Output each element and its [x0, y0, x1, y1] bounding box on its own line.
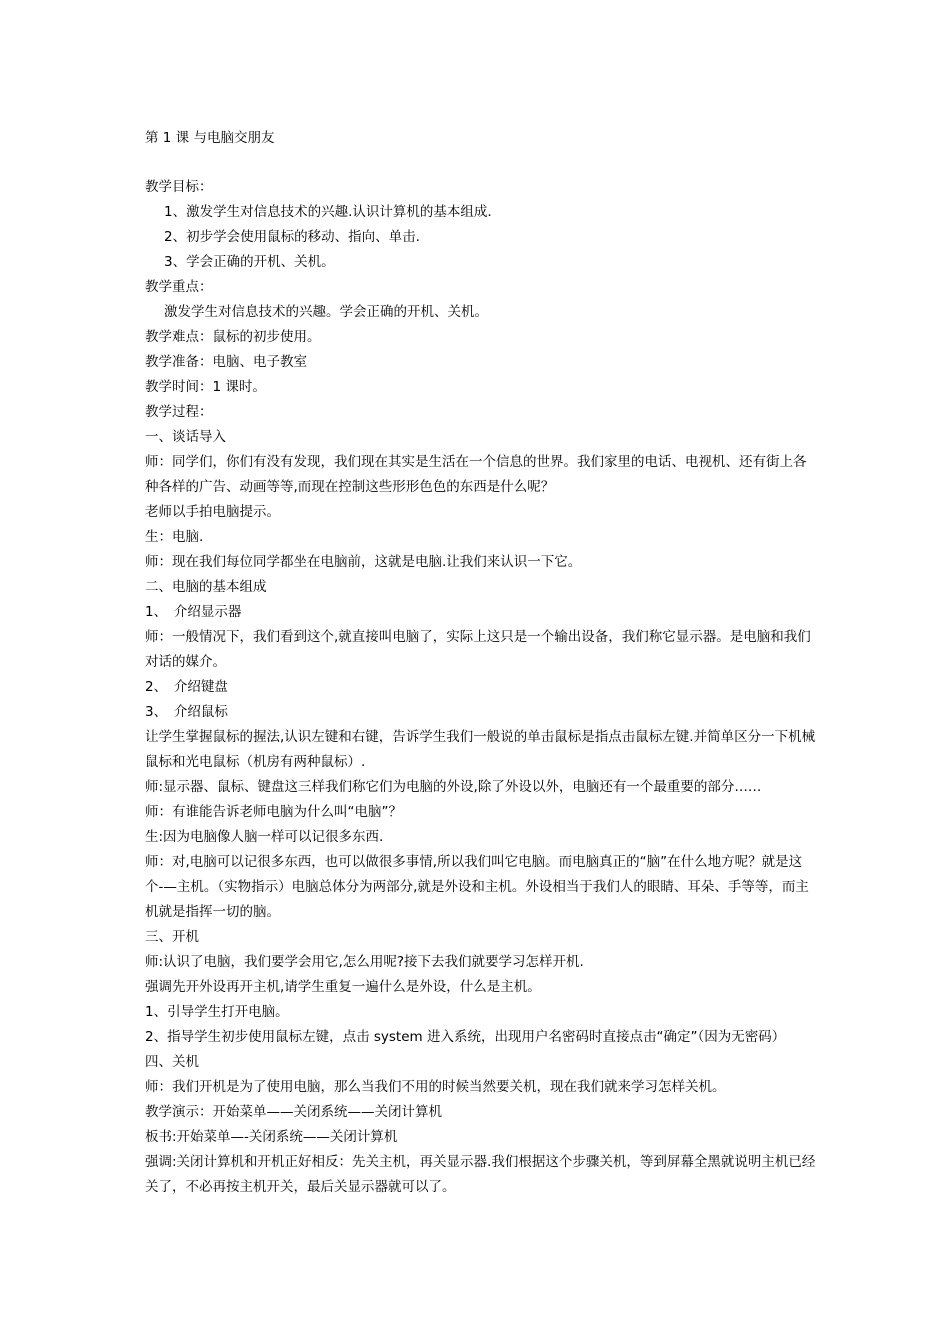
paragraph-teacher-hint: 老师以手拍电脑提示。: [145, 504, 280, 520]
objective-item-2: 2、初步学会使用鼠标的移动、指向、单击.: [164, 229, 420, 245]
objectives-heading: 教学目标：: [145, 179, 213, 195]
subsection-monitor: 1、 介绍显示器: [145, 604, 242, 620]
paragraph-student-reply: 生:因为电脑像人脑一样可以记很多东西.: [145, 829, 384, 845]
duration-line: 教学时间：1 课时。: [145, 379, 266, 395]
paragraph-monitor: 师：一般情况下，我们看到这个,就直接叫电脑了，实际上这只是一个输出设备，我们称它显示器。是电脑和我们对话的媒介。: [145, 629, 811, 670]
paragraph-shutdown-demo: 教学演示：开始菜单——关闭系统——关闭计算机: [145, 1104, 442, 1120]
section-heading-intro: 一、谈话导入: [145, 429, 226, 445]
section-heading-power-on: 三、开机: [145, 929, 199, 945]
lesson-title: 第 1 课 与电脑交朋友: [145, 130, 275, 146]
paragraph-blackboard: 板书:开始菜单—-关闭系统——关闭计算机: [145, 1129, 398, 1145]
objective-item-1: 1、激发学生对信息技术的兴趣.认识计算机的基本组成.: [164, 204, 492, 220]
paragraph-mouse: 让学生掌握鼠标的握法,认识左键和右键，告诉学生我们一般说的单击鼠标是指点击鼠标左键.并简单区分一下机械鼠标和光电鼠标（机房有两种鼠标）.: [145, 729, 816, 770]
paragraph-peripherals: 师:显示器、鼠标、键盘这三样我们称它们为电脑的外设,除了外设以外，电脑还有一个最重要的部分……: [145, 779, 762, 795]
paragraph-power-on-order: 强调先开外设再开主机,请学生重复一遍什么是外设，什么是主机。: [145, 979, 541, 995]
paragraph-shutdown-emphasis: 强调:关闭计算机和开机正好相反：先关主机，再关显示器.我们根据这个步骤关机，等到屏幕全黑就说明主机已经关了，不必再按主机开关，最后关显示器就可以了。: [145, 1154, 816, 1195]
objective-item-3: 3、学会正确的开机、关机。: [164, 254, 335, 270]
paragraph-shutdown-intro: 师：我们开机是为了使用电脑，那么当我们不用的时候当然要关机，现在我们就来学习怎样关机。: [145, 1079, 726, 1095]
paragraph-host-explanation: 师：对,电脑可以记很多东西，也可以做很多事情,所以我们叫它电脑。而电脑真正的“脑”在什么地方呢？就是这个-—主机。（实物指示）电脑总体分为两部分,就是外设和主机。外设相当于我们人的眼睛、耳朵、手等等，而主机就是指挥一切的脑。: [145, 854, 809, 920]
preparation-line: 教学准备：电脑、电子教室: [145, 354, 307, 370]
section-heading-components: 二、电脑的基本组成: [145, 579, 267, 595]
subsection-mouse: 3、 介绍鼠标: [145, 704, 228, 720]
key-points-heading: 教学重点：: [145, 279, 213, 295]
paragraph-teacher-intro: 师：同学们，你们有没有发现，我们现在其实是生活在一个信息的世界。我们家里的电话、电视机、还有街上各种各样的广告、动画等等,而现在控制这些形形色色的东西是什么呢？: [145, 454, 807, 495]
subsection-keyboard: 2、 介绍键盘: [145, 679, 228, 695]
paragraph-student-answer: 生：电脑.: [145, 529, 204, 545]
document-page: [145, 126, 817, 1200]
step-power-on-1: 1、引导学生打开电脑。: [145, 1004, 289, 1020]
step-power-on-2: 2、指导学生初步使用鼠标左键，点击 system 进入系统，出现用户名密码时直接点击“确定”（因为无密码）: [145, 1029, 786, 1045]
key-points-text: 激发学生对信息技术的兴趣。学会正确的开机、关机。: [164, 304, 488, 320]
paragraph-question: 师：有谁能告诉老师电脑为什么叫“电脑”？: [145, 804, 402, 820]
section-heading-shutdown: 四、关机: [145, 1054, 199, 1070]
paragraph-power-on-intro: 师:认识了电脑，我们要学会用它,怎么用呢?接下去我们就要学习怎样开机.: [145, 954, 584, 970]
process-heading: 教学过程：: [145, 404, 213, 420]
difficulty-line: 教学难点：鼠标的初步使用。: [145, 329, 321, 345]
paragraph-teacher-meet-computer: 师：现在我们每位同学都坐在电脑前，这就是电脑.让我们来认识一下它。: [145, 554, 582, 570]
